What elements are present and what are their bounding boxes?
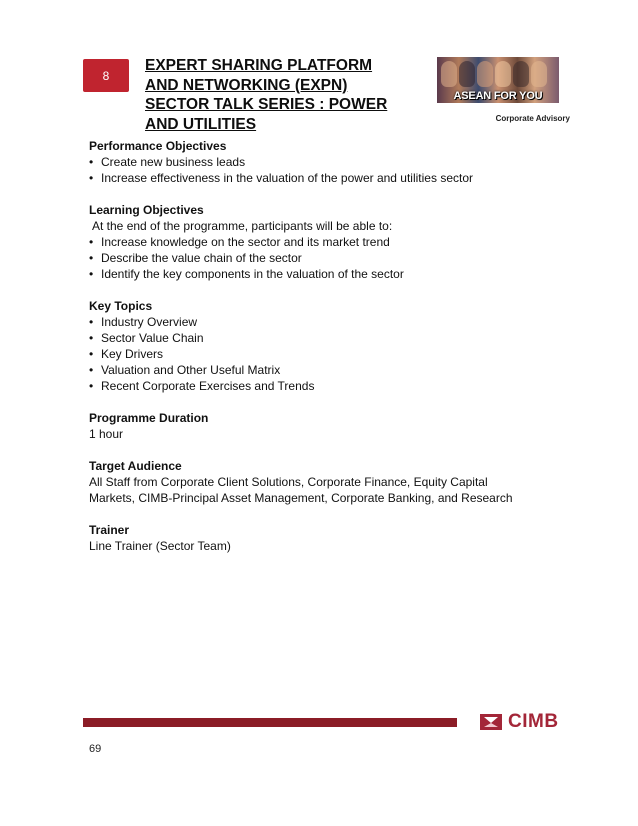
- face-image: [531, 61, 547, 87]
- cimb-logo: [460, 700, 570, 744]
- bullet: •: [89, 155, 94, 169]
- list-item: • Increase knowledge on the sector and its market trend: [89, 235, 390, 249]
- title-line: AND UTILITIES: [145, 115, 257, 133]
- list-item: • Valuation and Other Useful Matrix: [89, 363, 281, 377]
- bullet: •: [89, 315, 94, 329]
- face-image: [477, 61, 493, 87]
- section-heading: Performance Objectives: [89, 139, 227, 153]
- title-line: EXPERT SHARING PLATFORM: [145, 57, 373, 74]
- page-title: [145, 56, 430, 134]
- section-intro: At the end of the programme, participants will be able to:: [92, 219, 393, 233]
- learning-objectives-section: [89, 202, 559, 282]
- list-item: • Identify the key components in the valuation of the sector: [89, 267, 404, 281]
- division-label: Corporate Advisory: [495, 114, 570, 123]
- list-item: • Industry Overview: [89, 315, 198, 329]
- banner-label: ASEAN FOR YOU: [453, 90, 543, 102]
- list-item: • Recent Corporate Exercises and Trends: [89, 379, 315, 393]
- footer-bar: [83, 718, 457, 727]
- document-body: [89, 138, 559, 570]
- asean-for-you-banner: [437, 57, 559, 103]
- title-line: SECTOR TALK SERIES : POWER: [145, 96, 388, 113]
- bullet: •: [89, 171, 94, 185]
- section-heading: Trainer: [89, 523, 130, 537]
- section-number-badge: 8: [83, 59, 129, 92]
- section-heading: Learning Objectives: [89, 203, 204, 217]
- list-item: • Sector Value Chain: [89, 331, 204, 345]
- section-heading: Key Topics: [89, 299, 153, 313]
- bullet: •: [89, 379, 94, 393]
- cimb-logo-text: CIMB: [508, 711, 559, 732]
- bullet: •: [89, 331, 94, 345]
- key-topics-section: [89, 298, 559, 394]
- title-line: AND NETWORKING (EXPN): [145, 76, 348, 94]
- trainer-value: Line Trainer (Sector Team): [89, 539, 231, 553]
- bullet: •: [89, 267, 94, 281]
- trainer-section: [89, 522, 559, 554]
- bullet: •: [89, 363, 94, 377]
- bullet: •: [89, 251, 94, 265]
- performance-objectives-section: [89, 138, 559, 186]
- face-image: [441, 61, 457, 87]
- bullet: •: [89, 235, 94, 249]
- bullet: •: [89, 347, 94, 361]
- list-item: • Increase effectiveness in the valuation of the power and utilities sector: [89, 171, 473, 185]
- programme-duration-section: [89, 410, 559, 442]
- face-image: [459, 61, 475, 87]
- face-image: [495, 61, 511, 87]
- section-heading: Programme Duration: [89, 411, 209, 425]
- audience-line: All Staff from Corporate Client Solutions, Corporate Finance, Equity Capital: [89, 475, 488, 489]
- cimb-logo-icon: [480, 714, 502, 730]
- target-audience-section: [89, 458, 559, 506]
- duration-value: 1 hour: [89, 427, 124, 441]
- audience-line: Markets, CIMB-Principal Asset Management, Corporate Banking, and Research: [89, 491, 513, 505]
- section-heading: Target Audience: [89, 459, 182, 473]
- page-number: 69: [89, 743, 102, 755]
- list-item: • Describe the value chain of the sector: [89, 251, 302, 265]
- list-item: • Create new business leads: [89, 155, 246, 169]
- list-item: • Key Drivers: [89, 347, 164, 361]
- face-image: [513, 61, 529, 87]
